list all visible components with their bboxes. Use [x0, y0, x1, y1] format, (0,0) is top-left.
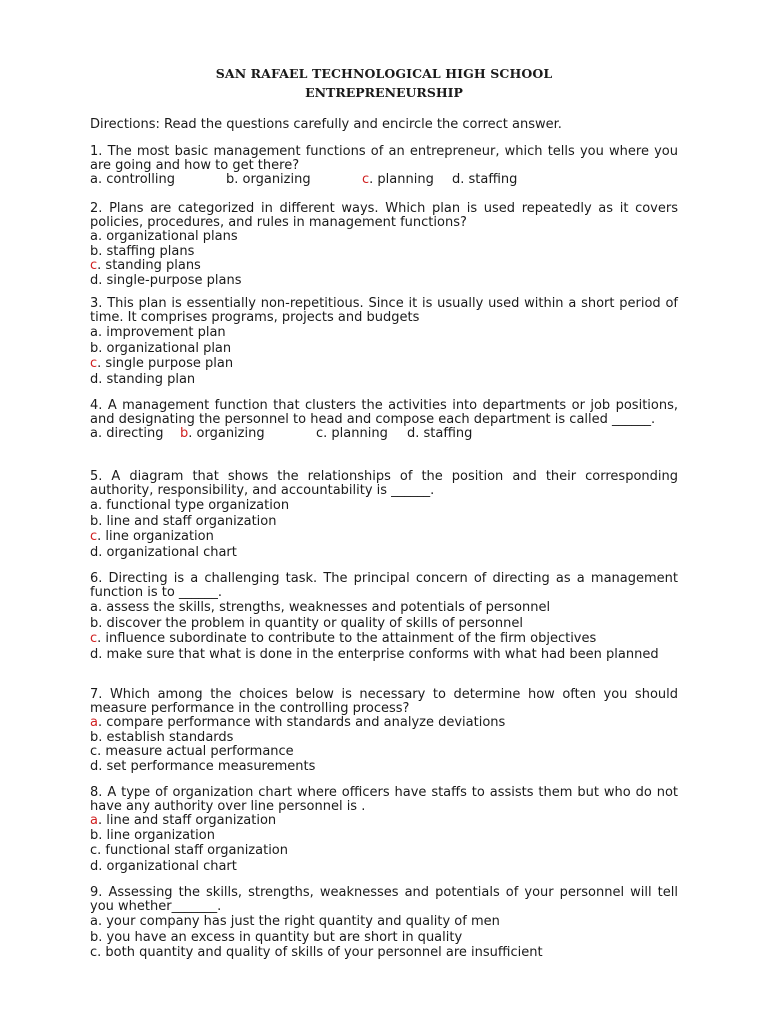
choice-b[interactable] [90, 829, 678, 844]
choice-text: . standing plan [98, 371, 196, 387]
choice-letter: a [90, 600, 98, 615]
choice-list [90, 173, 678, 187]
choice-a[interactable] [90, 230, 678, 245]
choice-text: . single purpose plan [97, 356, 234, 371]
choice-letter: d [90, 758, 99, 774]
choice-letter: b [90, 243, 99, 259]
choice-d[interactable] [90, 274, 678, 289]
question-stem: 4. A management function that clusters the activities into departments or job positions, and designating the personnel to head and compose each department is called ______. [90, 398, 678, 427]
subject-title: ENTREPRENEURSHIP [305, 85, 463, 100]
question-stem: 5. A diagram that shows the relationships of the position and their corresponding authority, responsibility, and accountability is ______. [90, 469, 678, 498]
choice-b[interactable] [90, 514, 678, 530]
choice-d[interactable] [90, 372, 678, 388]
choice-text: . organizational plans [97, 229, 238, 244]
choice-a[interactable] [90, 498, 678, 514]
choice-letter: d [90, 272, 99, 288]
choice-c[interactable] [90, 843, 678, 859]
question-4 [90, 399, 678, 441]
directions: Directions: Read the questions carefully and encircle the correct answer. [90, 117, 562, 132]
choice-d[interactable] [407, 427, 472, 441]
choice-b[interactable] [90, 616, 678, 632]
choice-text: . improvement plan [97, 325, 226, 340]
question-8 [90, 786, 678, 874]
choice-letter: b [90, 615, 99, 631]
question-stem: 6. Directing is a challenging task. The principal concern of directing as a management function is to ______. [90, 571, 678, 600]
choice-text: . measure actual performance [97, 744, 294, 759]
choice-text: . you have an excess in quantity but are short in quality [98, 929, 463, 945]
choice-text: . make sure that what is done in the enterprise conforms with what had been planned [98, 646, 659, 662]
choice-letter: d [90, 544, 99, 560]
choice-d[interactable] [90, 648, 678, 662]
choice-d[interactable] [90, 760, 678, 775]
choice-a[interactable] [90, 914, 678, 930]
choice-a[interactable] [90, 173, 175, 187]
answer-mark: a [90, 813, 98, 828]
choice-letter: d [90, 858, 99, 874]
choice-c[interactable] [90, 259, 678, 274]
choice-letter: d [407, 426, 416, 441]
choice-letter: b [226, 172, 235, 187]
choice-c[interactable] [362, 173, 434, 187]
choice-letter: d [452, 172, 461, 187]
choice-letter: c [90, 744, 98, 759]
choice-text: . your company has just the right quantity and quality of men [97, 914, 500, 929]
answer-mark: c [90, 356, 98, 371]
choice-text: . planning [369, 172, 434, 187]
question-1 [90, 145, 678, 187]
answer-mark: b [180, 426, 189, 441]
choice-text: . controlling [97, 172, 176, 187]
choice-text: . discover the problem in quantity or quality of skills of personnel [98, 615, 523, 631]
question-3 [90, 297, 678, 387]
choice-text: . staffing [460, 172, 518, 187]
choice-letter: b [90, 827, 99, 843]
choice-letter: d [90, 646, 99, 662]
choice-c[interactable] [90, 529, 678, 545]
choice-b[interactable] [90, 930, 678, 946]
choice-text: . planning [323, 426, 388, 441]
choice-letter: d [90, 371, 99, 387]
choice-letter: b [90, 513, 99, 529]
choice-d[interactable] [90, 545, 678, 561]
question-stem: 1. The most basic management functions of an entrepreneur, which tells you where you are going and how to get there? [90, 144, 678, 173]
choice-text: . line and staff organization [97, 813, 277, 828]
choice-text: . organizational chart [98, 858, 237, 874]
question-9 [90, 886, 678, 961]
choice-letter: a [90, 325, 98, 340]
choice-text: . assess the skills, strengths, weaknesses and potentials of personnel [97, 600, 551, 615]
choice-text: . organizing [188, 426, 265, 441]
choice-text: . single-purpose plans [98, 272, 242, 288]
choice-b[interactable] [180, 427, 265, 441]
choice-list [90, 427, 678, 441]
choice-a[interactable] [90, 814, 678, 829]
choice-letter: b [90, 340, 99, 356]
choice-d[interactable] [90, 859, 678, 875]
question-stem: 8. A type of organization chart where officers have staffs to assists them but who do not have any authority over line personnel is . [90, 785, 678, 814]
answer-mark: c [90, 529, 98, 544]
choice-letter: c [90, 945, 98, 960]
choice-b[interactable] [226, 173, 311, 187]
choice-b[interactable] [90, 341, 678, 357]
choice-text: . directing [97, 426, 164, 441]
choice-text: . establish standards [98, 729, 234, 745]
choice-text: . organizing [234, 172, 311, 187]
choice-text: . organizational plan [98, 340, 232, 356]
choice-text: . staffing plans [98, 243, 195, 259]
choice-c[interactable] [90, 745, 678, 760]
choice-b[interactable] [90, 245, 678, 260]
choice-a[interactable] [90, 325, 678, 341]
choice-letter: a [90, 426, 98, 441]
choice-letter: a [90, 229, 98, 244]
question-stem: 7. Which among the choices below is necessary to determine how often you should measure performance in the controlling process? [90, 687, 678, 716]
choice-letter: c [316, 426, 324, 441]
answer-mark: a [90, 715, 98, 730]
choice-a[interactable] [90, 427, 164, 441]
choice-text: . line and staff organization [98, 513, 277, 529]
answer-mark: c [90, 631, 98, 646]
choice-letter: b [90, 929, 99, 945]
choice-text: . functional staff organization [97, 843, 288, 858]
choice-d[interactable] [452, 173, 517, 187]
answer-mark: c [90, 258, 98, 273]
choice-text: . functional type organization [97, 498, 290, 513]
choice-text: . staffing [415, 426, 473, 441]
choice-letter: a [90, 914, 98, 929]
choice-text: . line organization [98, 827, 215, 843]
question-7 [90, 688, 678, 774]
choice-text: . both quantity and quality of skills of your personnel are insufficient [97, 945, 543, 960]
choice-c[interactable] [90, 631, 678, 647]
choice-c[interactable] [90, 945, 678, 961]
choice-letter: c [90, 843, 98, 858]
question-2 [90, 202, 678, 288]
choice-a[interactable] [90, 600, 678, 616]
school-name: SAN RAFAEL TECHNOLOGICAL HIGH SCHOOL [215, 66, 553, 81]
choice-letter: a [90, 172, 98, 187]
choice-c[interactable] [316, 427, 388, 441]
choice-letter: a [90, 498, 98, 513]
question-stem: 2. Plans are categorized in different ways. Which plan is used repeatedly as it covers policies, procedures, and rules in management functions? [90, 201, 678, 230]
question-stem: 3. This plan is essentially non-repetitious. Since it is usually used within a short period of time. It comprises programs, projects and budgets [90, 296, 678, 325]
question-5 [90, 470, 678, 560]
choice-a[interactable] [90, 716, 678, 731]
choice-letter: b [90, 729, 99, 745]
choice-c[interactable] [90, 356, 678, 372]
choice-text: . influence subordinate to contribute to the attainment of the firm objectives [97, 631, 597, 646]
choice-b[interactable] [90, 731, 678, 746]
choice-text: . standing plans [97, 258, 201, 273]
choice-text: . set performance measurements [98, 758, 316, 774]
choice-text: . line organization [97, 529, 214, 544]
answer-mark: c [362, 172, 370, 187]
choice-text: . organizational chart [98, 544, 237, 560]
question-6 [90, 572, 678, 662]
choice-text: . compare performance with standards and analyze deviations [97, 715, 506, 730]
question-stem: 9. Assessing the skills, strengths, weaknesses and potentials of your personnel will tell you whether_______. [90, 885, 678, 914]
